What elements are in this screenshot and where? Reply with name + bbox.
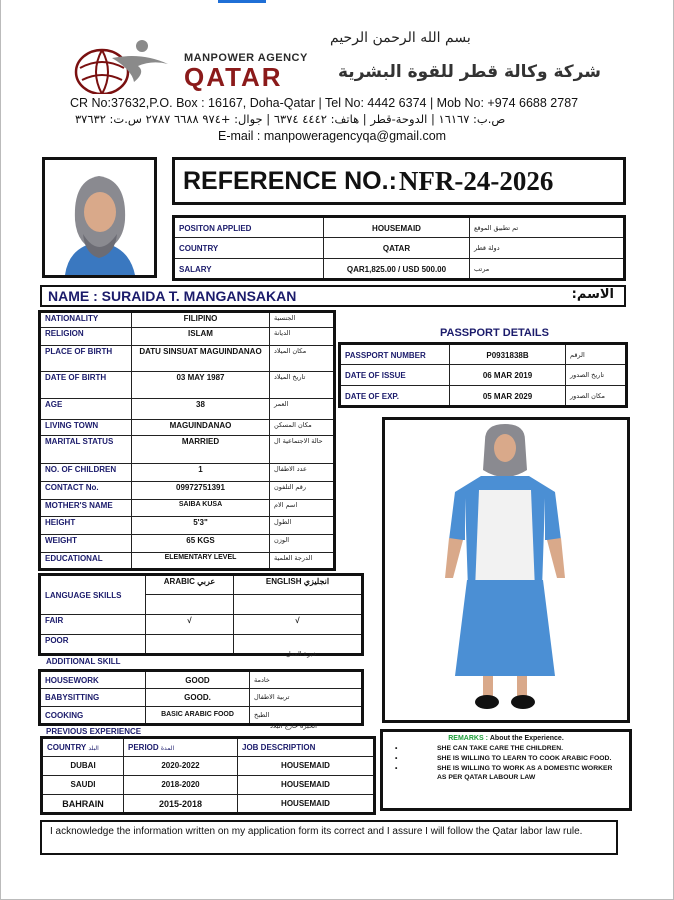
expiry-date-value: 05 MAR 2029: [450, 386, 566, 407]
table-row: [40, 399, 335, 420]
top-accent-line: [218, 0, 266, 3]
lang-blank-cell: [146, 595, 234, 615]
passport-photo: [42, 157, 157, 278]
table-row: [42, 757, 375, 776]
exp-job: HOUSEMAID: [238, 757, 375, 776]
housework-value: GOOD: [146, 671, 250, 689]
exp-job: HOUSEMAID: [238, 795, 375, 814]
salary-value: QAR1,825.00 / USD 500.00: [324, 259, 470, 280]
language-heading: LANGUAGE SKILLS: [40, 575, 146, 615]
list-item: [389, 764, 623, 782]
exp-job: HOUSEMAID: [238, 776, 375, 795]
table-row: [40, 689, 363, 707]
religion-label: RELIGION: [40, 328, 132, 346]
housework-ar: خادمة: [250, 671, 363, 689]
table-row: [42, 795, 375, 814]
table-row: [174, 259, 625, 280]
issue-date-value: 06 MAR 2019: [450, 365, 566, 386]
bullet-icon: •: [395, 765, 398, 772]
poor-label: POOR: [40, 635, 146, 655]
fair-english-check: √: [234, 615, 363, 635]
exp-period: 2020-2022: [124, 757, 238, 776]
babysitting-ar: تربية الاطفال: [250, 689, 363, 707]
country-ar: دولة قطر: [470, 238, 625, 259]
height-label: HEIGHT: [40, 517, 132, 535]
housework-label: HOUSEWORK: [40, 671, 146, 689]
agency-logo: [72, 38, 172, 94]
acknowledgement-box: I acknowledge the information written on my application form its correct and I assure I will follow the Qatar labor law rule.: [40, 820, 618, 855]
full-body-photo: [382, 417, 630, 723]
remark-text: SHE IS WILLING TO WORK AS A DOMESTIC WORKER AS PER QATAR LABOUR LAW: [437, 765, 613, 781]
marital-value: MARRIED: [132, 436, 270, 464]
brand-arabic: شركة وكالة قطر للقوة البشرية: [338, 62, 601, 82]
country-header-label: COUNTRY: [47, 743, 87, 752]
table-row: [174, 217, 625, 238]
poor-arabic-check: [146, 635, 234, 655]
exp-country: SAUDI: [42, 776, 124, 795]
reference-box: [172, 157, 626, 205]
living-town-ar: مكان المسكن: [270, 420, 335, 436]
country-header: [42, 738, 124, 757]
table-row: [340, 344, 627, 365]
cooking-label: COOKING: [40, 707, 146, 725]
mother-label: MOTHER'S NAME: [40, 500, 132, 517]
language-table: [38, 573, 364, 656]
table-row: [40, 372, 335, 399]
remarks-title: REMARKS :: [448, 735, 488, 742]
fair-label: FAIR: [40, 615, 146, 635]
expiry-date-label: DATE OF EXP.: [340, 386, 450, 407]
babysitting-label: BABYSITTING: [40, 689, 146, 707]
birthplace-value: DATU SINSUAT MAGUINDANAO: [132, 346, 270, 372]
position-table: [172, 215, 626, 281]
passport-title: PASSPORT DETAILS: [440, 327, 549, 339]
previous-experience-title: PREVIOUS EXPERIENCE: [46, 727, 142, 736]
period-header: [124, 738, 238, 757]
cooking-ar: الطبخ: [250, 707, 363, 725]
previous-experience-ar: الخبرة خارج البلاد: [270, 722, 317, 730]
babysitting-value: GOOD.: [146, 689, 250, 707]
expiry-date-ar: مكان الصدور: [566, 386, 627, 407]
applicant-name: NAME : SURAIDA T. MANGANSAKAN: [48, 288, 297, 304]
table-row: [40, 420, 335, 436]
personal-details-table: [38, 310, 336, 571]
height-ar: الطول: [270, 517, 335, 535]
children-label: NO. OF CHILDREN: [40, 464, 132, 482]
weight-label: WEIGHT: [40, 535, 132, 553]
table-row: [40, 535, 335, 553]
bismillah-calligraphy: بسم الله الرحمن الرحيم: [330, 30, 471, 46]
cooking-value: BASIC ARABIC FOOD: [146, 707, 250, 725]
contact-line-ar: ص.ب: ١٦١٦٧ | الدوحة-قطر | هاتف: ٤٤٤٢ ٦٣٧٤ | جوال: +٩٧٤ ٦٦٨٨ ٢٧٨٧ س.ت: ٣٧٦٣٢: [75, 112, 506, 126]
issue-date-label: DATE OF ISSUE: [340, 365, 450, 386]
passport-number-value: P0931838B: [450, 344, 566, 365]
email-line: E-mail : manpoweragencyqa@gmail.com: [218, 129, 447, 143]
contact-value: 09972751391: [132, 482, 270, 500]
table-row: [40, 436, 335, 464]
position-value: HOUSEMAID: [324, 217, 470, 238]
name-bar: [40, 285, 626, 307]
table-row: [42, 776, 375, 795]
children-value: 1: [132, 464, 270, 482]
table-row: [40, 615, 363, 635]
brand-line2: QATAR: [184, 62, 283, 92]
bullet-icon: •: [395, 755, 398, 762]
country-value: QATAR: [324, 238, 470, 259]
remarks-subtitle: About the Experience.: [489, 735, 564, 742]
mother-value: SAIBA KUSA: [132, 500, 270, 517]
country-label: COUNTRY: [174, 238, 324, 259]
table-row: [40, 500, 335, 517]
fair-arabic-check: √: [146, 615, 234, 635]
children-ar: عدد الاطفال: [270, 464, 335, 482]
exp-country: DUBAI: [42, 757, 124, 776]
position-ar: تم تطبيق الموقع: [470, 217, 625, 238]
birthplace-label: PLACE OF BIRTH: [40, 346, 132, 372]
table-row: [340, 386, 627, 407]
arabic-column-header: ARABIC عربي: [146, 575, 234, 595]
salary-label: SALARY: [174, 259, 324, 280]
passport-number-label: PASSPORT NUMBER: [340, 344, 450, 365]
passport-table: [338, 342, 628, 408]
list-item: [389, 754, 623, 763]
period-header-label: PERIOD: [128, 743, 159, 752]
name-ar-label: الاسم:: [571, 287, 614, 302]
contact-label: CONTACT No.: [40, 482, 132, 500]
additional-skill-title: ADDITIONAL SKILL: [46, 657, 121, 666]
contact-ar: رقم التلفون: [270, 482, 335, 500]
experience-table: [40, 736, 376, 815]
contact-line-en: CR No:37632,P.O. Box : 16167, Doha-Qatar | Tel No: 4442 6374 | Mob No: +974 6688 2787: [70, 96, 579, 110]
full-body-image: [385, 420, 627, 720]
height-value: 5'3": [132, 517, 270, 535]
education-label: EDUCATIONAL: [40, 553, 132, 570]
job-header: JOB DESCRIPTION: [238, 738, 375, 757]
table-row: [40, 575, 363, 595]
weight-ar: الوزن: [270, 535, 335, 553]
table-row: [40, 482, 335, 500]
religion-ar: الديانة: [270, 328, 335, 346]
table-row: [40, 346, 335, 372]
table-row: [174, 238, 625, 259]
living-town-value: MAGUINDANAO: [132, 420, 270, 436]
country-header-ar: البلد: [88, 746, 99, 752]
passport-number-ar: الرقم: [566, 344, 627, 365]
dob-value: 03 MAY 1987: [132, 372, 270, 399]
table-row: [340, 365, 627, 386]
birthplace-ar: مكان الميلاد: [270, 346, 335, 372]
marital-ar: حالة الاجتماعية ال: [270, 436, 335, 464]
table-row: [40, 312, 335, 328]
table-row: [40, 328, 335, 346]
remarks-box: [380, 729, 632, 811]
additional-skill-ar: خبرة العمل: [286, 650, 317, 658]
table-row: [42, 738, 375, 757]
exp-period: 2015-2018: [124, 795, 238, 814]
dob-ar: تاريخ الميلاد: [270, 372, 335, 399]
remark-text: SHE CAN TAKE CARE THE CHILDREN.: [437, 745, 563, 752]
remarks-heading: [389, 735, 623, 742]
education-value: ELEMENTARY LEVEL: [132, 553, 270, 570]
living-town-label: LIVING TOWN: [40, 420, 132, 436]
age-label: AGE: [40, 399, 132, 420]
position-label: POSITON APPLIED: [174, 217, 324, 238]
table-row: [40, 671, 363, 689]
dob-label: DATE OF BIRTH: [40, 372, 132, 399]
table-row: [40, 517, 335, 535]
portrait-image: [45, 160, 154, 275]
exp-country: BAHRAIN: [42, 795, 124, 814]
table-row: [40, 553, 335, 570]
marital-label: MARITAL STATUS: [40, 436, 132, 464]
reference-number: NFR-24-2026: [398, 165, 554, 196]
exp-period: 2018-2020: [124, 776, 238, 795]
religion-value: ISLAM: [132, 328, 270, 346]
salary-ar: مرتب: [470, 259, 625, 280]
mother-ar: اسم الام: [270, 500, 335, 517]
age-value: 38: [132, 399, 270, 420]
age-ar: العمر: [270, 399, 335, 420]
issue-date-ar: تاريخ الصدور: [566, 365, 627, 386]
skills-table: [38, 669, 364, 726]
list-item: [389, 744, 623, 753]
nationality-value: FILIPINO: [132, 312, 270, 328]
reference-label: REFERENCE NO.:: [183, 166, 397, 195]
education-ar: الدرجة العلمية: [270, 553, 335, 570]
english-column-header: ENGLISH انجليزي: [234, 575, 363, 595]
weight-value: 65 KGS: [132, 535, 270, 553]
nationality-label: NATIONALITY: [40, 312, 132, 328]
brand-line1: MANPOWER AGENCY: [184, 52, 308, 64]
period-header-ar: المدة: [160, 745, 175, 752]
table-row: [40, 464, 335, 482]
bullet-icon: •: [395, 745, 398, 752]
nationality-ar: الجنسية: [270, 312, 335, 328]
remarks-list: [389, 744, 623, 782]
lang-blank-cell: [234, 595, 363, 615]
remark-text: SHE IS WILLING TO LEARN TO COOK ARABIC FOOD.: [437, 755, 612, 762]
